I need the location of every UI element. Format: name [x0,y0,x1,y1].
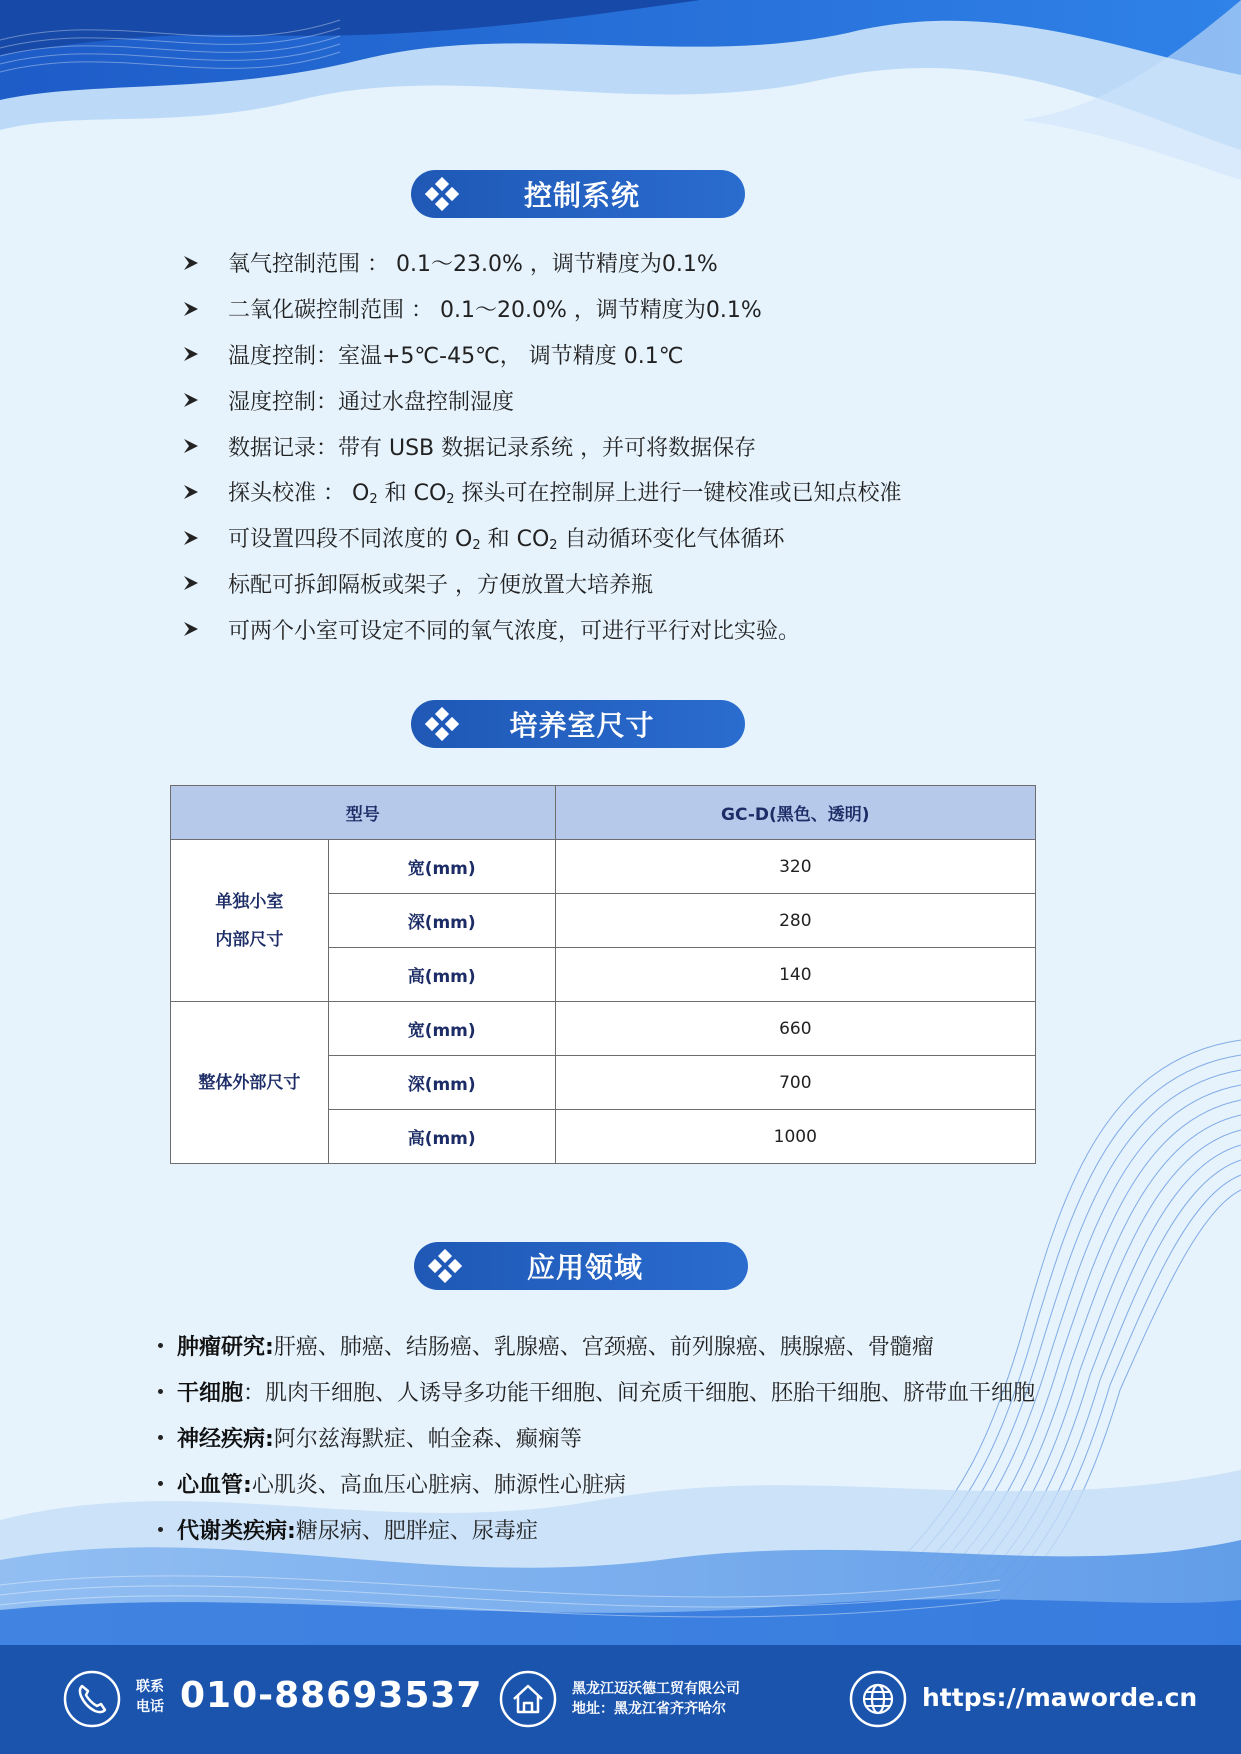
header-model: 型号 [171,786,556,840]
feature-text: 氧气控制范围 ： 0.1～23.0% ，调节精度为0.1% [228,252,718,278]
list-item [182,377,1082,423]
footer-bar [0,1645,1241,1754]
phone-caption: 联系 [136,1679,164,1695]
application-text: 心肌炎、高血压心脏病、肺源性心脏病 [251,1472,626,1498]
dimension-value: 700 [555,1056,1035,1110]
application-text: 肝癌、肺癌、结肠癌、乳腺癌、宫颈癌、前列腺癌、胰腺癌、骨髓瘤 [273,1335,934,1361]
bullet-dot-icon [158,1435,163,1440]
dimension-label: 深(mm) [328,1056,555,1110]
list-item [158,1415,1158,1461]
application-label: 神经疾病: [177,1426,274,1452]
header-value: GC-D(黑色、透明) [555,786,1035,840]
arrow-bullet-icon [182,529,200,547]
list-item [182,423,1082,469]
list-item [182,561,1082,607]
feature-text: 可设置四段不同浓度的 $O_2$ 和 $CO_2$ 自动循环变化气体循环 [228,527,785,554]
arrow-bullet-icon [182,391,200,409]
dimension-label: 高(mm) [328,1110,555,1164]
phone-caption: 电话 [136,1699,164,1715]
application-label: 代谢类疾病: [177,1518,296,1544]
table-row [171,840,1036,894]
application-label: 心血管: [177,1472,252,1498]
application-text: 糖尿病、肥胖症、尿毒症 [295,1518,538,1544]
diamond-cluster-icon [425,177,459,211]
dimension-value: 140 [555,948,1035,1002]
list-item [182,240,1082,286]
application-label: 肿瘤研究: [177,1335,274,1361]
arrow-bullet-icon [182,574,200,592]
arrow-bullet-icon [182,300,200,318]
phone-number[interactable]: 010-88693537 [180,1675,483,1716]
group-label-inner: 单独小室 内部尺寸 [171,840,329,1002]
dimension-value: 660 [555,1002,1035,1056]
dimension-label: 高(mm) [328,948,555,1002]
list-item [182,469,1082,515]
company-name: 黑龙江迈沃德工贸有限公司 [572,1681,740,1697]
list-item [182,332,1082,378]
arrow-bullet-icon [182,483,200,501]
application-text: 阿尔兹海默症、帕金森、癫痫等 [273,1426,582,1452]
feature-text: 二氧化碳控制范围 ： 0.1～20.0% ，调节精度为0.1% [228,298,762,324]
feature-text: 探头校准 ： $O_2$ 和 $CO_2$ 探头可在控制屏上进行一键校准或已知点校准 [228,481,902,508]
list-item [158,1323,1158,1369]
table-header-row [171,786,1036,840]
feature-text: 可两个小室可设定不同的氧气浓度，可进行平行对比实验。 [228,618,801,644]
dimension-value: 320 [555,840,1035,894]
list-item [182,515,1082,561]
diamond-cluster-icon [425,707,459,741]
company-address: 地址：黑龙江省齐齐哈尔 [572,1701,726,1717]
bullet-dot-icon [158,1343,163,1348]
globe-icon [848,1669,908,1729]
dimension-value: 280 [555,894,1035,948]
dimension-label: 宽(mm) [328,1002,555,1056]
arrow-bullet-icon [182,345,200,363]
list-item [182,286,1082,332]
home-icon [498,1669,558,1729]
arrow-bullet-icon [182,437,200,455]
list-item [158,1369,1158,1415]
section-title: 控制系统 [523,179,640,212]
list-item [158,1460,1158,1506]
applications-list [158,1323,1158,1552]
feature-text: 温度控制：室温+5℃-45℃， 调节精度 0.1℃ [228,343,684,369]
section-header-control [411,170,745,218]
section-header-applications [414,1242,748,1290]
table-row [171,1002,1036,1056]
section-title: 应用领域 [526,1251,643,1284]
application-text: ：肌肉干细胞、人诱导多功能干细胞、间充质干细胞、胚胎干细胞、脐带血干细胞 [243,1381,1036,1407]
dimension-label: 深(mm) [328,894,555,948]
arrow-bullet-icon [182,254,200,272]
section-header-chamber [411,700,745,748]
feature-text: 湿度控制：通过水盘控制湿度 [228,389,515,415]
bullet-dot-icon [158,1389,163,1394]
application-label: 干细胞 [177,1381,244,1407]
feature-text: 数据记录：带有 USB 数据记录系统 ，并可将数据保存 [228,435,757,461]
control-feature-list [182,240,1082,652]
dimension-value: 1000 [555,1110,1035,1164]
list-item [182,606,1082,652]
diamond-cluster-icon [428,1249,462,1283]
website-link[interactable]: https://maworde.cn [922,1683,1198,1712]
phone-icon [62,1669,122,1729]
group-label-outer: 整体外部尺寸 [171,1002,329,1164]
dimension-label: 宽(mm) [328,840,555,894]
bullet-dot-icon [158,1527,163,1532]
feature-text: 标配可拆卸隔板或架子 ，方便放置大培养瓶 [228,572,653,598]
arrow-bullet-icon [182,620,200,638]
bullet-dot-icon [158,1481,163,1486]
dimensions-table [170,785,1036,1164]
section-title: 培养室尺寸 [509,709,655,742]
list-item [158,1506,1158,1552]
